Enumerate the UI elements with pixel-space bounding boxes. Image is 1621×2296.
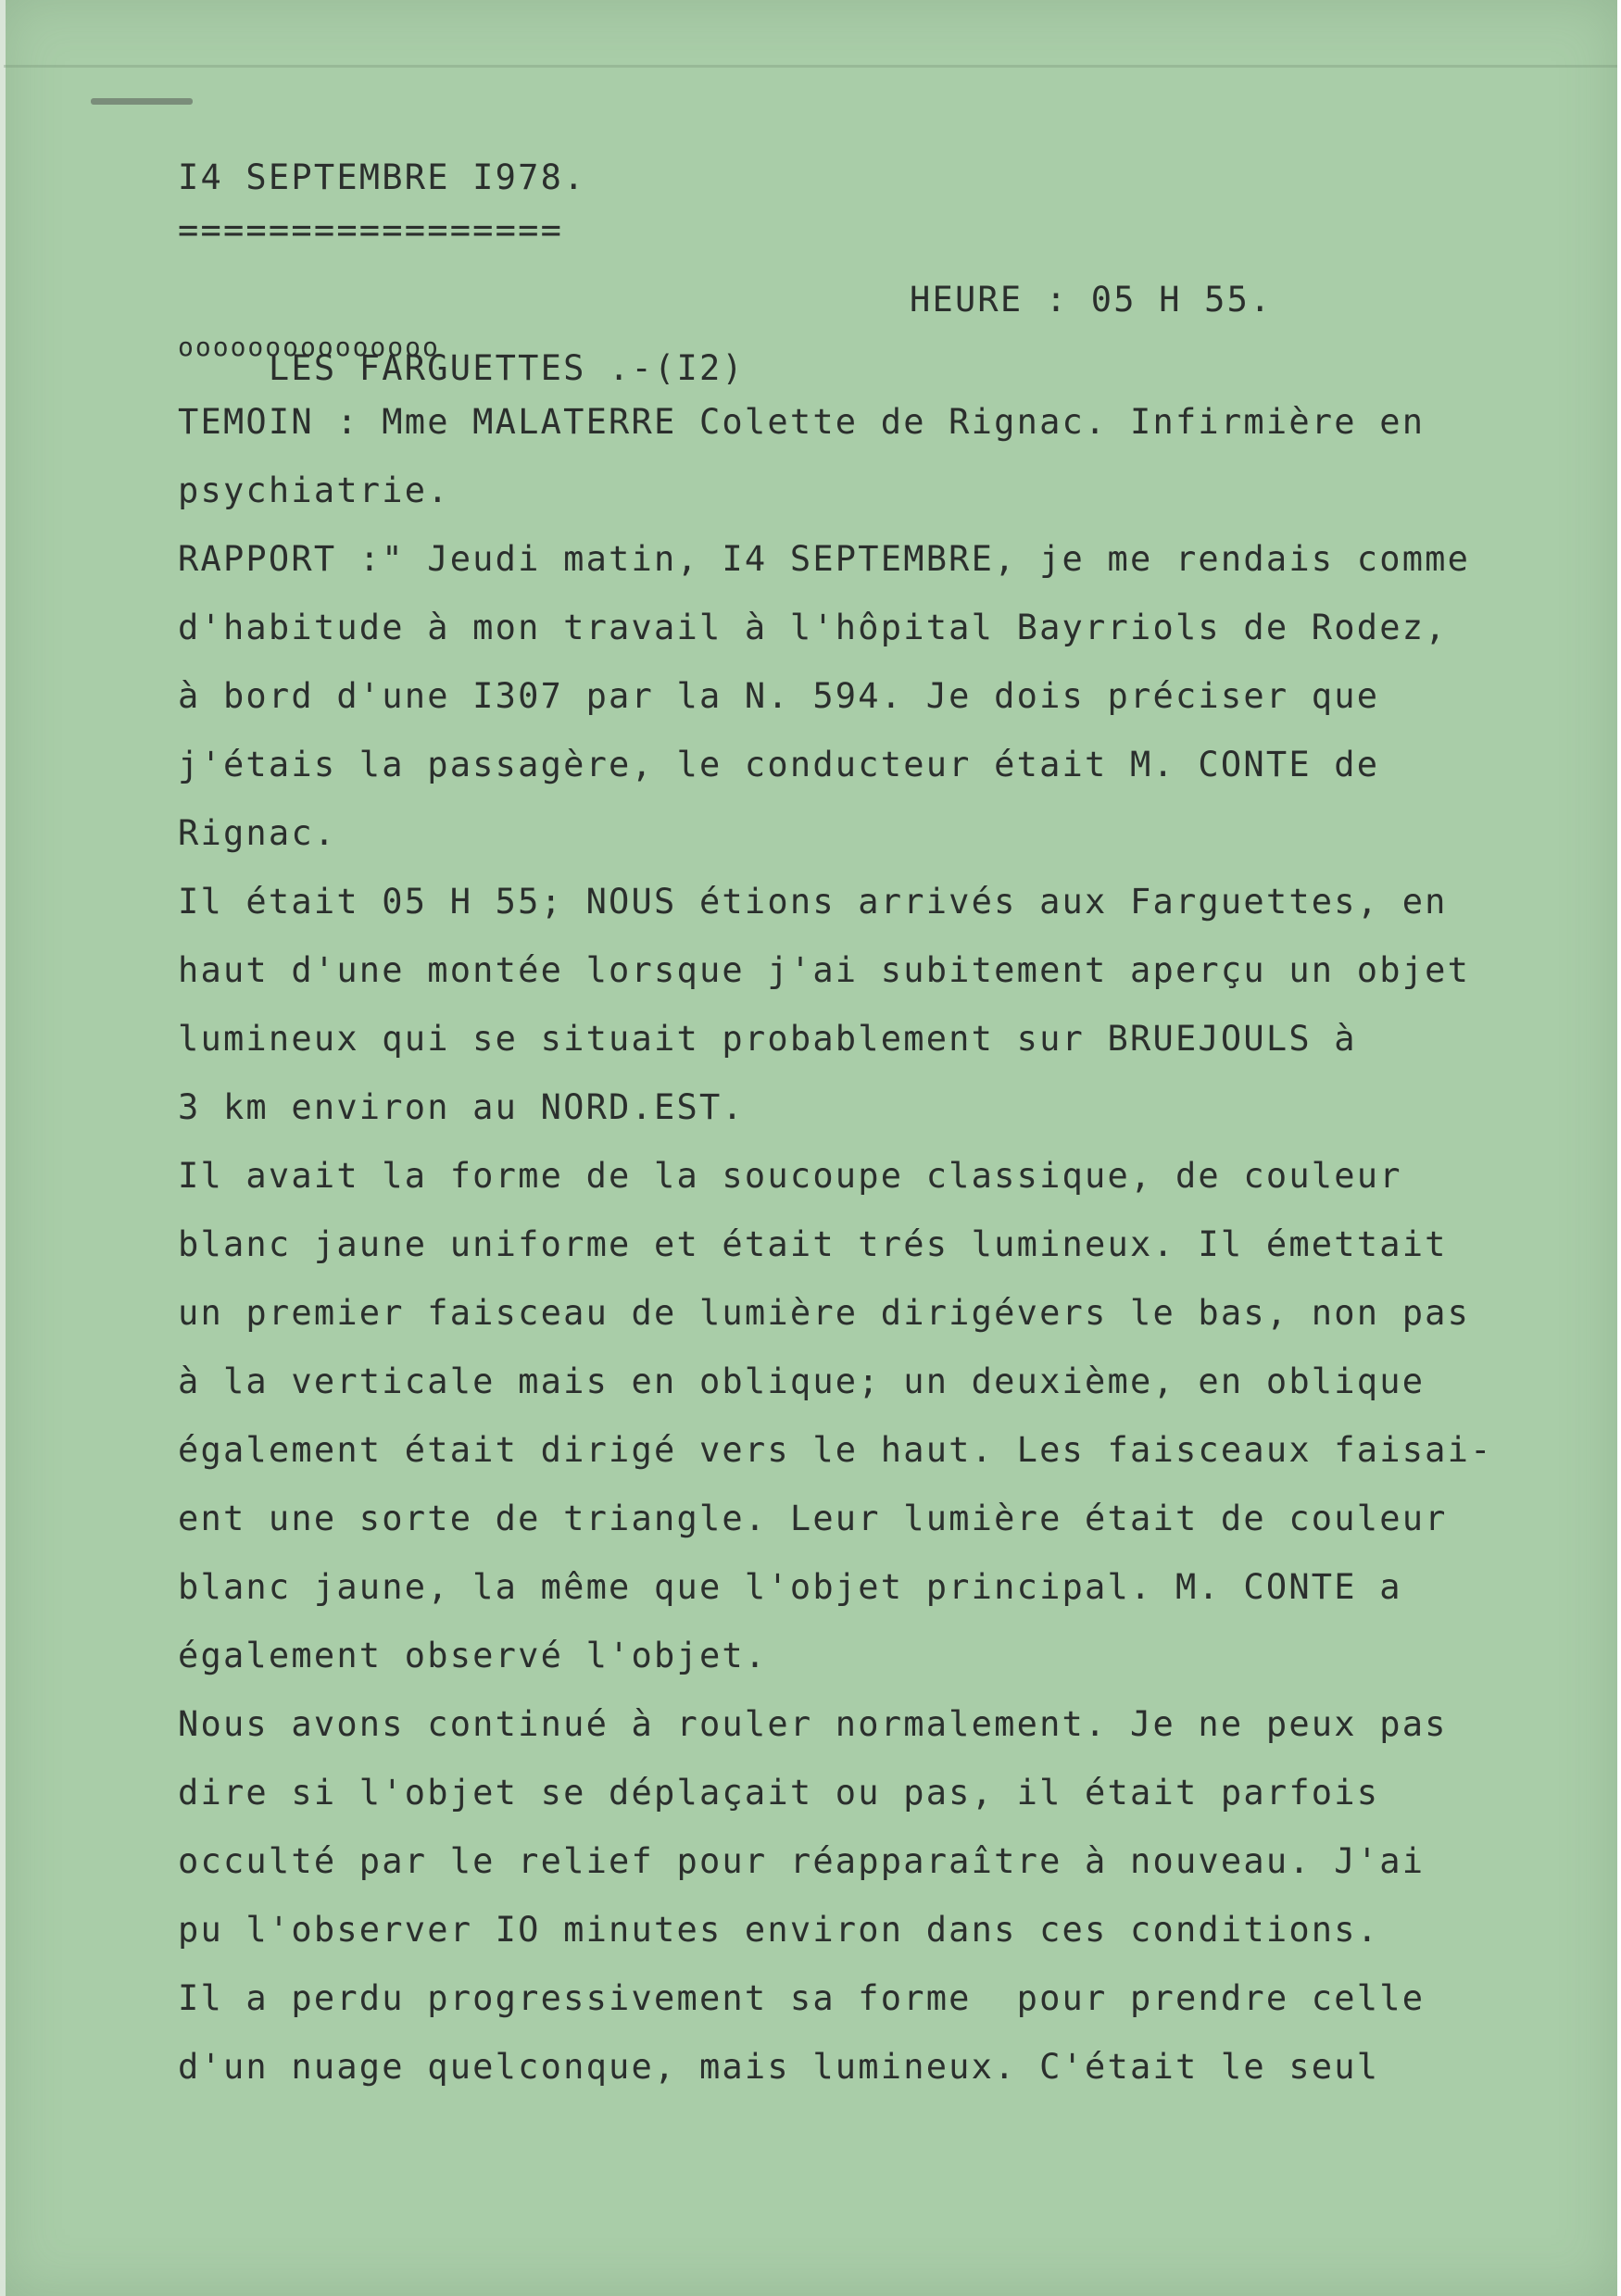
report-line: pu l'observer IO minutes environ dans ces conditions. [178, 1910, 1380, 1950]
report-line: occulté par le relief pour réapparaître à nouveau. J'ai [178, 1841, 1426, 1881]
typed-report [178, 144, 1586, 2102]
report-line: Il a perdu progressivement sa forme pour prendre celle [178, 1978, 1426, 2018]
report-line: lumineux qui se situait probablement sur BRUEJOULS à [178, 1019, 1357, 1059]
report-line: haut d'une montée lorsque j'ai subitement aperçu un objet [178, 950, 1471, 990]
location-title: LES FARGUETTES .-(I2) [268, 348, 745, 388]
report-line: d'habitude à mon travail à l'hôpital Bayrriols de Rodez, [178, 608, 1448, 647]
location-underline: ooooooooooooooo [178, 332, 440, 362]
report-line: TEMOIN : Mme MALATERRE Colette de Rignac. Infirmière en [178, 402, 1426, 442]
report-line: Il avait la forme de la soucoupe classique, de couleur [178, 1156, 1402, 1196]
report-line: un premier faisceau de lumière dirigévers le bas, non pas [178, 1293, 1471, 1333]
report-line: également observé l'objet. [178, 1636, 768, 1675]
report-line: blanc jaune uniforme et était trés lumineux. Il émettait [178, 1224, 1448, 1264]
time-label: HEURE : 05 H 55. [910, 280, 1273, 320]
report-body [178, 388, 1586, 2102]
report-line: à bord d'une I307 par la N. 594. Je dois préciser que [178, 676, 1380, 716]
report-line: Rignac. [178, 813, 337, 853]
report-line: j'étais la passagère, le conducteur était M. CONTE de [178, 745, 1380, 784]
report-line: à la verticale mais en oblique; un deuxième, en oblique [178, 1361, 1426, 1401]
report-line: Il était 05 H 55; NOUS étions arrivés aux Farguettes, en [178, 882, 1448, 922]
date-line: I4 SEPTEMBRE I978. [178, 157, 586, 197]
report-line: psychiatrie. [178, 470, 450, 510]
report-line: ent une sorte de triangle. Leur lumière était de couleur [178, 1499, 1448, 1538]
report-line: d'un nuage quelconque, mais lumineux. C'était le seul [178, 2047, 1380, 2087]
scan-edge [0, 0, 6, 2296]
report-line: dire si l'objet se déplaçait ou pas, il était parfois [178, 1773, 1380, 1813]
staple-mark [91, 98, 193, 105]
report-line: 3 km environ au NORD.EST. [178, 1087, 745, 1127]
report-line: Nous avons continué à rouler normalement. Je ne peux pas [178, 1704, 1448, 1744]
report-line: RAPPORT :" Jeudi matin, I4 SEPTEMBRE, je me rendais comme [178, 539, 1471, 579]
paper-fold [4, 65, 1617, 68]
report-line: blanc jaune, la même que l'objet principal. M. CONTE a [178, 1567, 1402, 1607]
report-line: également était dirigé vers le haut. Les faisceaux faisai- [178, 1430, 1493, 1470]
date-underline: ================= [178, 210, 564, 250]
